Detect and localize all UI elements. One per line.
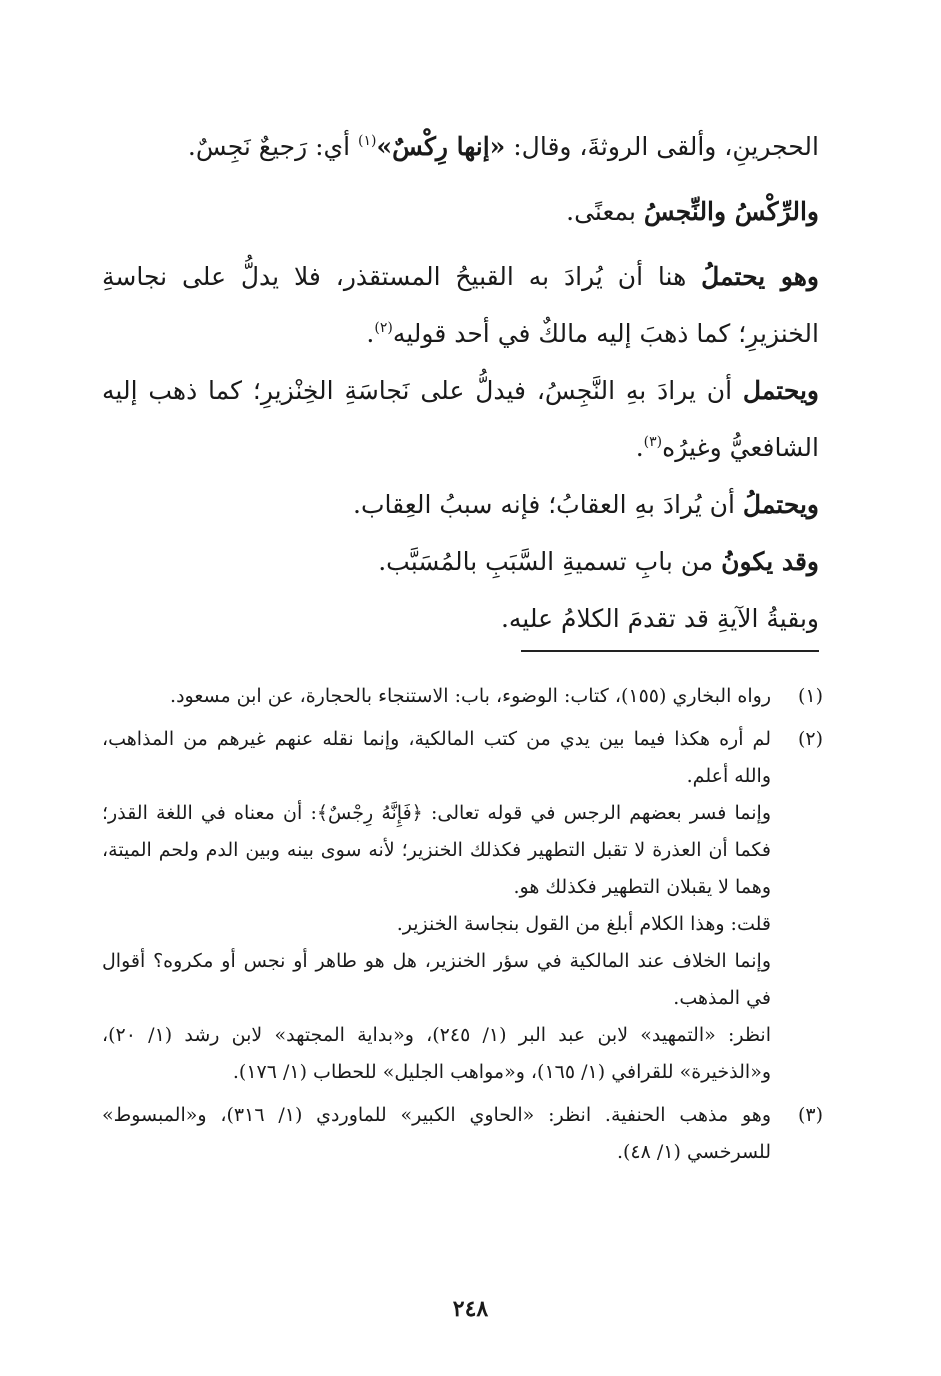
footnote-paragraph: قلت: وهذا الكلام أبلغ من القول بنجاسة الخنزير. [396, 913, 771, 935]
footnote-ref-2[interactable]: (٢) [374, 320, 393, 336]
text-run: وإنما فسر بعضهم الرجس في قوله تعالى: [422, 802, 771, 824]
text-run: أي: رَجيعٌ نَجِسٌ. [187, 132, 358, 161]
bold-lead: ويحتمل [742, 376, 819, 405]
footnote-ref-3[interactable]: (٣) [643, 434, 663, 450]
paragraph-2 [102, 183, 819, 240]
footnote-paragraph: وإنما الخلاف عند المالكية في سؤر الخنزير، هل هو طاهر أو نجس أو مكروه؟ أقوال في المذهب. [102, 950, 771, 1009]
footnote-ref-1[interactable]: (١) [357, 133, 377, 149]
quran-quote: ﴿فَإِنَّهُ رِجْسٌ﴾ [316, 802, 423, 824]
bold-lead: والرِّكْسُ والنِّجسُ [643, 197, 819, 226]
footnote-paragraph [102, 795, 771, 906]
paragraph-5 [102, 476, 819, 533]
footnote-number: (٣) [797, 1104, 823, 1126]
footnote-separator [521, 650, 819, 652]
page-number: ٢٤٨ [452, 1296, 489, 1322]
text-run: : أن معناه في اللغة القذر؛ فكما أن العذرة لا تقبل التطهير فكذلك الخنزير؛ لأنه سوى بينه وبين الدم ولحم الميتة، وهما لا يقبلان التطهير فكذلك هو. [102, 802, 771, 898]
bold-lead: وقد يكونُ [721, 547, 819, 576]
quote-bold: «إنها رِكْسٌ» [376, 132, 506, 161]
footnote-number: (٢) [797, 728, 823, 750]
footnote-number: (١) [797, 685, 823, 707]
text-run: . [366, 319, 375, 348]
footnote-paragraph: انظر: «التمهيد» لابن عبد البر (١/ ٢٤٥)، و«بداية المجتهد» لابن رشد (١/ ٢٠)، و«الذخيرة» للقرافي (١/ ١٦٥)، و«مواهب الجليل» للحطاب (١/ ١٧٦). [102, 1024, 771, 1083]
footnotes [102, 678, 823, 1177]
text-run: بمعنًى. [566, 197, 644, 226]
main-text [102, 118, 819, 647]
bold-lead: ويحتملُ [742, 490, 819, 519]
text-run: أن يُرادَ بهِ العقابُ؛ فإنه سببُ العِقاب. [353, 490, 743, 519]
text-run: هنا أن يُرادَ به القبيحُ المستقذر، فلا يدلُّ على نجاسةِ الخنزيرِ؛ كما ذهبَ إليه مالكٌ في أحد قوليه [102, 262, 819, 348]
footnote-1 [102, 678, 823, 715]
text-run: أن يرادَ بهِ النَّجِسُ، فيدلُّ على نَجاسَةِ الخِنْزيرِ؛ كما ذهب إليه الشافعيُّ وغيرُه [102, 376, 819, 462]
paragraph-4 [102, 362, 819, 476]
paragraph-7 [102, 590, 819, 647]
text-run: . [635, 433, 644, 462]
paragraph-3 [102, 248, 819, 362]
bold-lead: وهو يحتملُ [701, 262, 819, 291]
footnote-text: رواه البخاري (١٥٥)، كتاب: الوضوء، باب: الاستنجاء بالحجارة، عن ابن مسعود. [170, 685, 771, 707]
footnote-paragraph: لم أره هكذا فيما بين يدي من كتب المالكية، وإنما نقله عنهم غيرهم من المذاهب، والله أعلم. [102, 728, 771, 787]
footnote-text: وهو مذهب الحنفية. انظر: «الحاوي الكبير» للماوردي (١/ ٣١٦)، و«المبسوط» للسرخسي (١/ ٤٨). [102, 1104, 771, 1163]
paragraph-6 [102, 533, 819, 590]
text-run: من بابِ تسميةِ السَّبَبِ بالمُسَبَّب. [378, 547, 722, 576]
text-run: الحجرينِ، وألقى الروثةَ، وقال: [505, 132, 819, 161]
text-run: وبقيةُ الآيةِ قد تقدمَ الكلامُ عليه. [500, 604, 819, 633]
footnote-2 [102, 721, 823, 1091]
footnote-3 [102, 1097, 823, 1171]
paragraph-1 [102, 118, 819, 175]
